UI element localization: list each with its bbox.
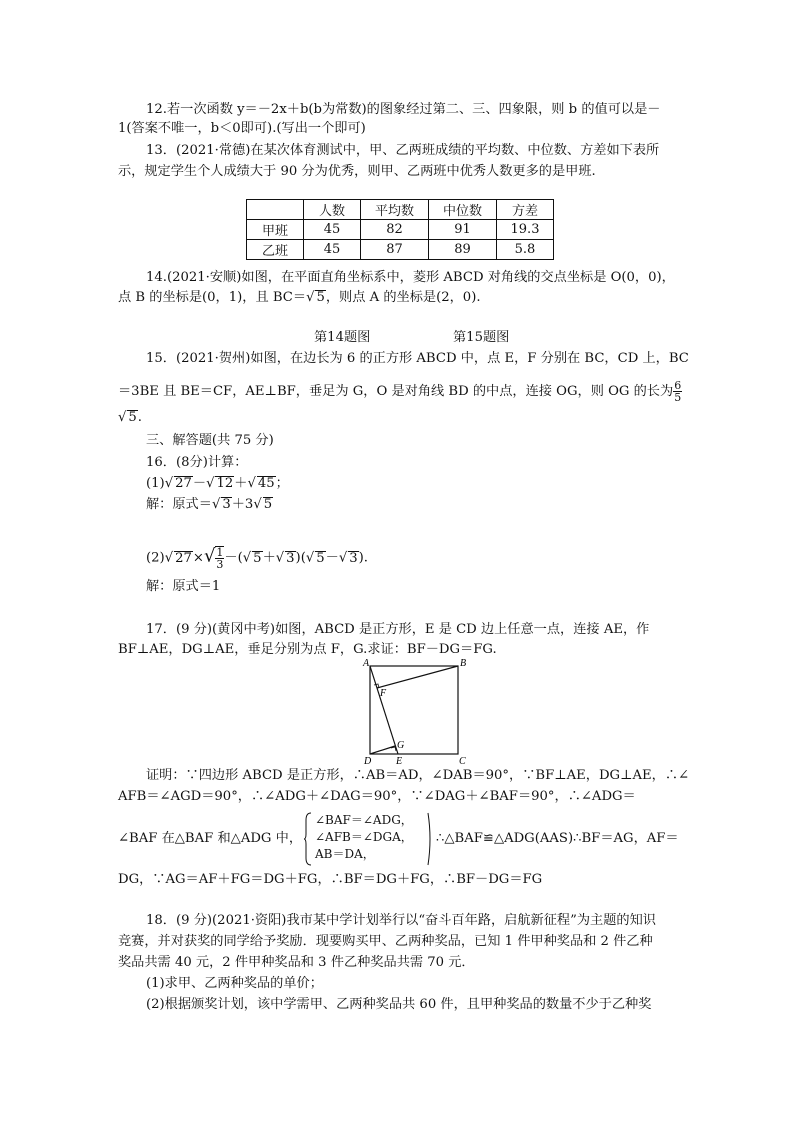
table-cell: 87 bbox=[361, 240, 429, 260]
sqrt-sign: √ bbox=[242, 550, 252, 566]
q17-proof1: 证明：∵四边形 ABCD 是正方形，∴AB＝AD，∠DAB＝90°，∵BF⊥AE，DG⊥AE，∴∠ bbox=[146, 768, 690, 783]
segment-bf bbox=[377, 666, 458, 688]
sqrt-sign: √ bbox=[253, 497, 262, 512]
segment-ae bbox=[370, 666, 398, 754]
section-title: 三、解答题(共 75 分) bbox=[146, 433, 274, 448]
label-d: D bbox=[364, 756, 372, 767]
table-cell: 45 bbox=[304, 220, 361, 240]
table-cell: 82 bbox=[361, 220, 429, 240]
segment-dg bbox=[370, 746, 395, 754]
q17-proof3b: ∴△BAF≌△ADG(AAS)∴BF＝AG，AF＝ bbox=[436, 831, 679, 846]
caption-fig15: 第15题图 bbox=[453, 330, 510, 345]
system-eq3: AB＝DA， bbox=[315, 847, 375, 861]
expr: ＋ bbox=[262, 550, 276, 566]
q16-answer1 bbox=[146, 497, 273, 513]
radicand: 5 bbox=[316, 550, 325, 566]
punct: ； bbox=[275, 476, 289, 491]
q16-part1 bbox=[146, 476, 289, 492]
q16-part2 bbox=[146, 546, 368, 570]
table-cell: 19.3 bbox=[497, 220, 554, 240]
table-cell: 甲班 bbox=[247, 220, 304, 240]
q14-text-a: 点 B 的坐标是(0，1)，且 BC＝ bbox=[118, 290, 307, 305]
table-header-cell: 平均数 bbox=[361, 200, 429, 220]
table-cell: 91 bbox=[429, 220, 497, 240]
system-eq1: ∠BAF＝∠ADG， bbox=[315, 813, 413, 827]
q18-line1: 18．(9 分)(2021·资阳)我市某中学计划举行以“奋斗百年路，启航新征程”为主题的知识 bbox=[146, 913, 656, 928]
radicand: 3 bbox=[286, 550, 295, 566]
square-figure bbox=[360, 658, 470, 768]
label-g: G bbox=[397, 740, 405, 751]
expr: ). bbox=[358, 550, 368, 566]
radicand: 27 bbox=[175, 550, 192, 566]
answer-label: 解：原式＝ bbox=[146, 497, 212, 512]
label-e: E bbox=[396, 756, 403, 767]
sqrt-sign: √ bbox=[275, 550, 285, 566]
score-table bbox=[246, 199, 554, 260]
table-cell: 45 bbox=[304, 240, 361, 260]
radicand: 3 bbox=[349, 550, 358, 566]
table-header-cell bbox=[247, 200, 304, 220]
q12-line2: 1(答案不唯一，b＜0即可).(写出一个即可) bbox=[118, 121, 366, 136]
radicand: 5 bbox=[263, 497, 273, 512]
q17-line1: 17．(9 分)(黄冈中考)如图，ABCD 是正方形，E 是 CD 边上任意一点，连接 AE，作 bbox=[146, 622, 650, 637]
q15-frac-num: 6 bbox=[674, 379, 682, 392]
q14-line1: 14.(2021·安顺)如图，在平面直角坐标系中，菱形 ABCD 对角线的交点坐标是 O(0，0)， bbox=[146, 270, 675, 285]
q15-frac-den: 5 bbox=[674, 391, 682, 404]
right-paren bbox=[427, 812, 433, 866]
q14-text-b: ，则点 A 的坐标是(2，0). bbox=[325, 290, 481, 305]
equation-system bbox=[315, 812, 413, 863]
operator: － bbox=[192, 476, 207, 491]
q15-line2 bbox=[118, 380, 682, 403]
q16-p2-label: (2) bbox=[146, 550, 165, 566]
operator: ＋ bbox=[234, 476, 248, 491]
q18-line2: 竞赛，并对获奖的同学给予奖励．现要购买甲、乙两种奖品，已知 1 件甲种奖品和 2 件乙种 bbox=[118, 934, 653, 949]
q15-radicand: 5 bbox=[128, 410, 137, 425]
q13-line2: 示，规定学生个人成绩大于 90 分为优秀，则甲、乙两班中优秀人数更多的是甲班. bbox=[118, 164, 596, 179]
radicand: 5 bbox=[253, 550, 262, 566]
q12-line1: 12.若一次函数 y＝－2x＋b(b为常数)的图象经过第二、三、四象限，则 b 的值可以是－ bbox=[146, 102, 661, 117]
q14-line2 bbox=[118, 290, 481, 306]
sqrt-sign: √ bbox=[305, 550, 315, 566]
table-row bbox=[247, 220, 554, 240]
q18-line3: 奖品共需 40 元，2 件甲种奖品和 3 件乙种奖品共需 70 元． bbox=[118, 955, 475, 970]
table-row bbox=[247, 240, 554, 260]
sqrt-sign: √ bbox=[206, 476, 215, 491]
q15-text: ＝3BE 且 BE＝CF，AE⊥BF，垂足为 G，O 是对角线 BD 的中点，连接 OG，则 OG 的长为 bbox=[118, 384, 674, 399]
q16-answer2: 解：原式＝1 bbox=[146, 579, 221, 594]
expr: －( bbox=[224, 550, 243, 566]
sqrt-sign: √ bbox=[247, 476, 256, 491]
sqrt-sign: √ bbox=[338, 550, 348, 566]
q15-line3 bbox=[118, 410, 142, 426]
q17-proof4: DG，∵AG＝AF＋FG＝DG＋FG，∴BF＝DG＋FG，∴BF－DG＝FG bbox=[118, 872, 543, 887]
radicand: 3 bbox=[222, 497, 231, 512]
frac-den: 3 bbox=[216, 558, 224, 571]
sqrt-sign: √ bbox=[118, 410, 127, 425]
q13-line1: 13．(2021·常德)在某次体育测试中，甲、乙两班成绩的平均数、中位数、方差如下表所 bbox=[146, 143, 660, 158]
q16-title: 16．(8分)计算： bbox=[146, 455, 248, 470]
q17-line2: BF⊥AE，DG⊥AE，垂足分别为点 F，G.求证：BF－DG＝FG. bbox=[118, 642, 497, 657]
q17-proof3a: ∠BAF 在△BAF 和△ADG 中， bbox=[118, 831, 303, 846]
q18-sub2: (2)根据颁奖计划，该中学需甲、乙两种奖品共 60 件，且甲种奖品的数量不少于乙种奖 bbox=[146, 997, 652, 1012]
table-header-row bbox=[247, 200, 554, 220]
label-c: C bbox=[459, 756, 466, 767]
sqrt-sign: √ bbox=[306, 290, 315, 305]
table-cell: 乙班 bbox=[247, 240, 304, 260]
radicand: 27 bbox=[175, 476, 192, 491]
caption-fig14: 第14题图 bbox=[314, 330, 371, 345]
q15-line1: 15．(2021·贺州)如图，在边长为 6 的正方形 ABCD 中，点 E，F 分别在 BC，CD 上，BC bbox=[146, 351, 689, 366]
square-abcd bbox=[370, 666, 458, 754]
left-brace bbox=[304, 812, 312, 866]
q15-line3-tail: . bbox=[137, 410, 142, 425]
q16-p1-label: (1) bbox=[146, 476, 165, 491]
q14-radicand: 5 bbox=[316, 290, 325, 305]
sqrt-sign: √ bbox=[164, 476, 174, 491]
radicand: 12 bbox=[216, 476, 234, 491]
table-cell: 5.8 bbox=[497, 240, 554, 260]
sqrt-sign: √ bbox=[211, 497, 221, 512]
system-eq2: ∠AFB＝∠DGA， bbox=[315, 830, 413, 844]
q18-sub1: (1)求甲、乙两种奖品的单价； bbox=[146, 976, 323, 991]
radicand: 45 bbox=[257, 476, 275, 491]
sqrt-sign: √ bbox=[203, 545, 216, 567]
operator: × bbox=[192, 550, 204, 566]
frac-num: 1 bbox=[216, 546, 224, 559]
table-cell: 89 bbox=[429, 240, 497, 260]
label-f: F bbox=[380, 688, 387, 699]
expr: － bbox=[325, 550, 339, 566]
expr: )( bbox=[295, 550, 306, 566]
answer-text: ＋3 bbox=[231, 497, 254, 512]
label-a: A bbox=[363, 658, 370, 669]
q15-fraction bbox=[673, 380, 682, 403]
table-header-cell: 方差 bbox=[497, 200, 554, 220]
q17-proof2: AFB＝∠AGD＝90°，∴∠ADG＋∠DAG＝90°，∵∠DAG＋∠BAF＝90°，∴∠ADG＝ bbox=[118, 789, 636, 804]
right-angle-g bbox=[391, 747, 396, 751]
table-header-cell: 人数 bbox=[304, 200, 361, 220]
table-header-cell: 中位数 bbox=[429, 200, 497, 220]
sqrt-sign: √ bbox=[164, 550, 174, 566]
label-b: B bbox=[460, 658, 467, 669]
